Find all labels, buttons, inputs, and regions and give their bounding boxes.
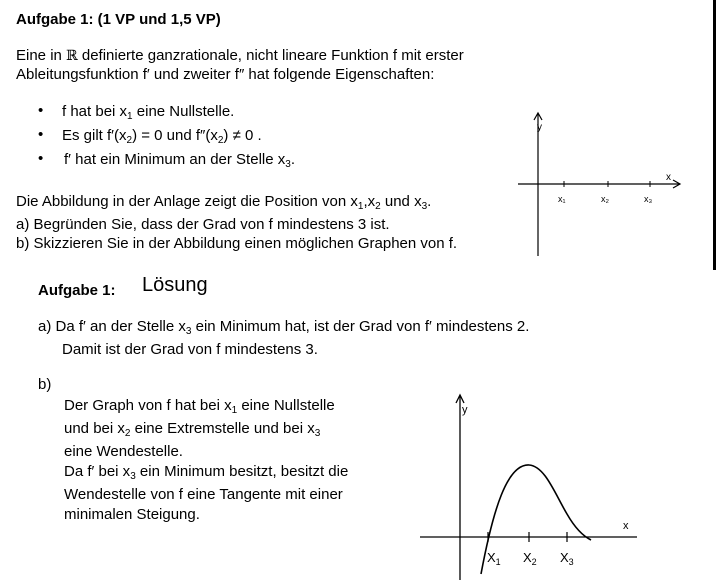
property-1: f hat bei $x_1$ eine Nullstelle. bbox=[62, 103, 235, 122]
x-label: x bbox=[623, 520, 629, 532]
answer-b-line-6: minimalen Steigung. bbox=[64, 506, 200, 523]
answer-b-line-5: Wendestelle von f eine Tangente mit einer bbox=[64, 486, 343, 503]
solution-title: Aufgabe 1: bbox=[38, 282, 116, 299]
task-title: Aufgabe 1: (1 VP und 1,5 VP) bbox=[16, 11, 221, 28]
answer-b-label: b) bbox=[38, 376, 52, 393]
y-label: y bbox=[537, 122, 542, 133]
question-a: a) Begründen Sie, dass der Grad von f mindestens 3 ist. bbox=[16, 216, 390, 233]
x1-label: $X_1$ bbox=[487, 550, 501, 567]
x1-label: x₁ bbox=[558, 194, 566, 204]
property-3: f′ hat ein Minimum an der Stelle $x_3$. bbox=[64, 151, 295, 170]
bullet-dot: • bbox=[38, 126, 44, 143]
figure-axes-1 bbox=[510, 110, 685, 260]
bullet-dot: • bbox=[38, 150, 44, 167]
answer-b-line-4: Da f′ bei $x_3$ ein Minimum besitzt, besitzt die bbox=[64, 463, 349, 482]
answer-a-line-2: Damit ist der Grad von f mindestens 3. bbox=[62, 341, 318, 358]
answer-a-line-1: a) Da f′ an der Stelle $x_3$ ein Minimum hat, ist der Grad von f′ mindestens 2. bbox=[38, 318, 530, 337]
question-b: b) Skizzieren Sie in der Abbildung einen möglichen Graphen von f. bbox=[16, 235, 458, 252]
figure-solution-graph bbox=[415, 390, 645, 584]
x2-label: x₂ bbox=[601, 194, 609, 204]
property-2: Es gilt $f'(x_2) = 0$ und $f''(x_2) \ne 0$ . bbox=[62, 127, 262, 146]
intro-line-2: Ableitungsfunktion f′ und zweiter f″ hat folgende Eigenschaften: bbox=[16, 66, 435, 83]
answer-b-line-2: und bei $x_2$ eine Extremstelle und bei $x_3$ bbox=[64, 420, 321, 439]
x3-label: x₃ bbox=[644, 194, 653, 204]
x3-label: $X_3$ bbox=[560, 550, 574, 567]
y-label: y bbox=[462, 404, 468, 416]
answer-b-line-1: Der Graph von f hat bei $x_1$ eine Nullstelle bbox=[64, 397, 335, 416]
x2-label: $X_2$ bbox=[523, 550, 537, 567]
bullet-dot: • bbox=[38, 102, 44, 119]
figure-reference: Die Abbildung in der Anlage zeigt die Position von $x_1,x_2$ und $x_3$. bbox=[16, 193, 432, 212]
intro-line-1: Eine in ℝ definierte ganzrationale, nicht lineare Funktion f mit erster bbox=[16, 47, 464, 64]
solution-label: Lösung bbox=[142, 274, 208, 296]
x-label: x bbox=[666, 172, 671, 183]
answer-b-line-3: eine Wendestelle. bbox=[64, 443, 183, 460]
